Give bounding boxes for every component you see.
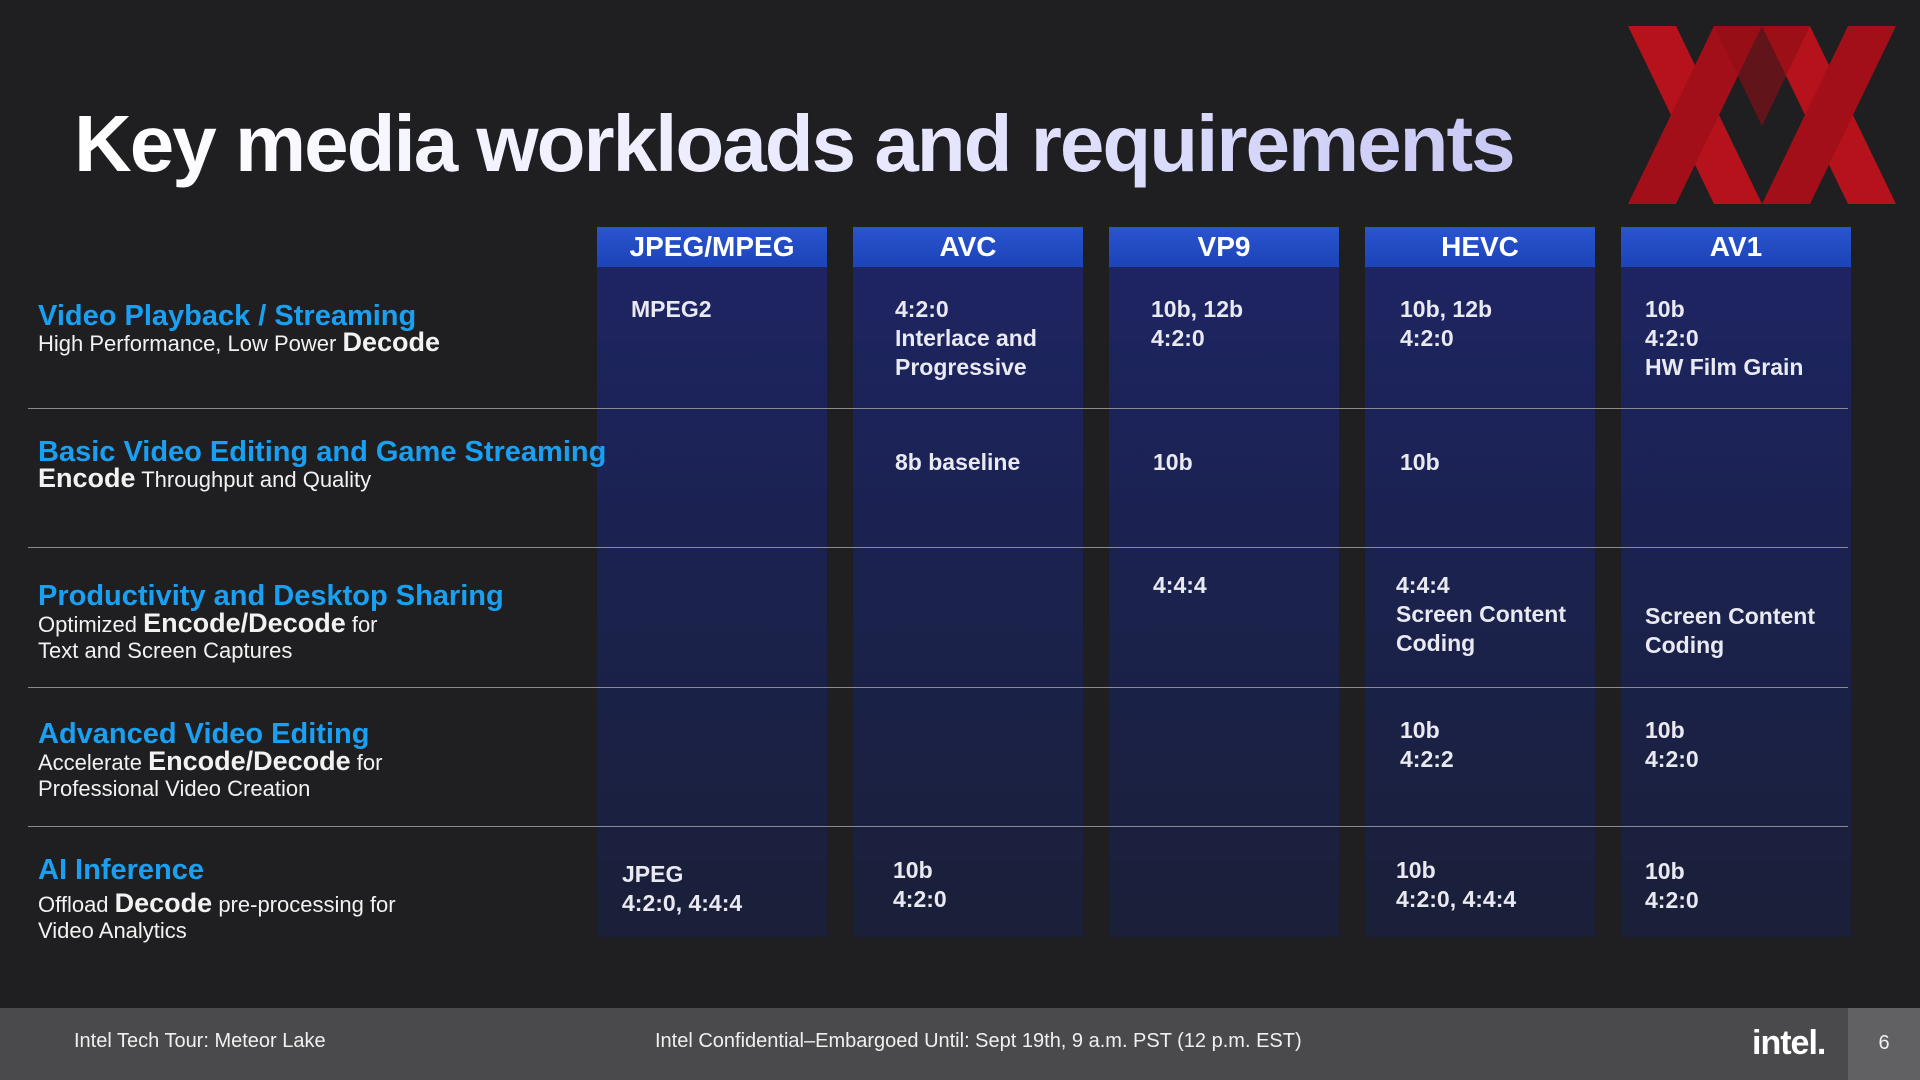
row-description-pre: Optimized (38, 612, 144, 637)
footer-confidential: Intel Confidential–Embargoed Until: Sept 19th, 9 a.m. PST (12 p.m. EST) (655, 1030, 1302, 1052)
table-cell: 10b 4:2:2 (1400, 717, 1454, 772)
table-cell: 10b (1400, 449, 1440, 475)
footer-event: Intel Tech Tour: Meteor Lake (74, 1030, 326, 1052)
column-header: JPEG/MPEG (597, 227, 827, 267)
xx-logo-icon (1628, 26, 1896, 204)
row-description (38, 329, 440, 357)
row-divider (28, 408, 1848, 409)
page-number-box (1848, 1008, 1920, 1080)
intel-logo: intel. (1752, 1024, 1826, 1062)
table-cell: 10b (1153, 449, 1193, 475)
table-cell: 10b 4:2:0 HW Film Grain (1645, 296, 1804, 380)
column-header: VP9 (1109, 227, 1339, 267)
row-title: Basic Video Editing and Game Streaming (38, 436, 607, 468)
table-cell: Screen Content Coding (1645, 603, 1815, 658)
row-description (38, 465, 371, 493)
table-cell: 8b baseline (895, 449, 1021, 475)
slide-title: Key media workloads and requirements (74, 99, 1514, 188)
row-description-post: Throughput and Quality (135, 467, 372, 492)
row-title: Video Playback / Streaming (38, 300, 417, 332)
table-cell: 10b 4:2:0, 4:4:4 (1396, 857, 1517, 912)
column-header: AVC (853, 227, 1083, 267)
row-description-pre: High Performance, Low Power (38, 331, 343, 356)
row-description-post: for Professional Video Creation (38, 750, 383, 801)
row-description (38, 610, 378, 664)
column-header: AV1 (1621, 227, 1851, 267)
table-cell: 4:4:4 Screen Content Coding (1396, 572, 1566, 656)
row-description-bold: Encode (38, 463, 136, 493)
table-cell: 4:4:4 (1153, 572, 1207, 598)
table-cell: MPEG2 (631, 296, 712, 322)
row-description-bold: Encode/Decode (148, 746, 351, 776)
row-description-post: pre-processing for Video Analytics (38, 892, 396, 943)
footer (0, 1008, 1920, 1080)
row-title: Productivity and Desktop Sharing (38, 580, 504, 612)
table-cell: 10b 4:2:0 (1645, 858, 1699, 913)
table-cell: JPEG 4:2:0, 4:4:4 (622, 861, 743, 916)
table-cell: 4:2:0 Interlace and Progressive (895, 296, 1037, 380)
row-description-post: for Text and Screen Captures (38, 612, 378, 663)
row-divider (28, 826, 1848, 827)
table-cell: 10b 4:2:0 (1645, 717, 1699, 772)
page-number: 6 (1878, 1032, 1890, 1054)
row-description (38, 748, 382, 802)
row-divider (28, 687, 1848, 688)
table-cell: 10b 4:2:0 (893, 857, 947, 912)
row-description-pre: Offload (38, 892, 115, 917)
table-cell: 10b, 12b 4:2:0 (1151, 296, 1244, 351)
row-description (38, 890, 396, 944)
row-description-bold: Decode (342, 327, 441, 357)
column-jpeg-mpeg (597, 227, 827, 937)
table-cell: 10b, 12b 4:2:0 (1400, 296, 1493, 351)
row-description-bold: Decode (114, 888, 213, 918)
column-header: HEVC (1365, 227, 1595, 267)
row-divider (28, 547, 1848, 548)
row-description-bold: Encode/Decode (143, 608, 346, 638)
row-title: Advanced Video Editing (38, 718, 370, 750)
row-description-pre: Accelerate (38, 750, 149, 775)
row-title: AI Inference (38, 854, 204, 886)
